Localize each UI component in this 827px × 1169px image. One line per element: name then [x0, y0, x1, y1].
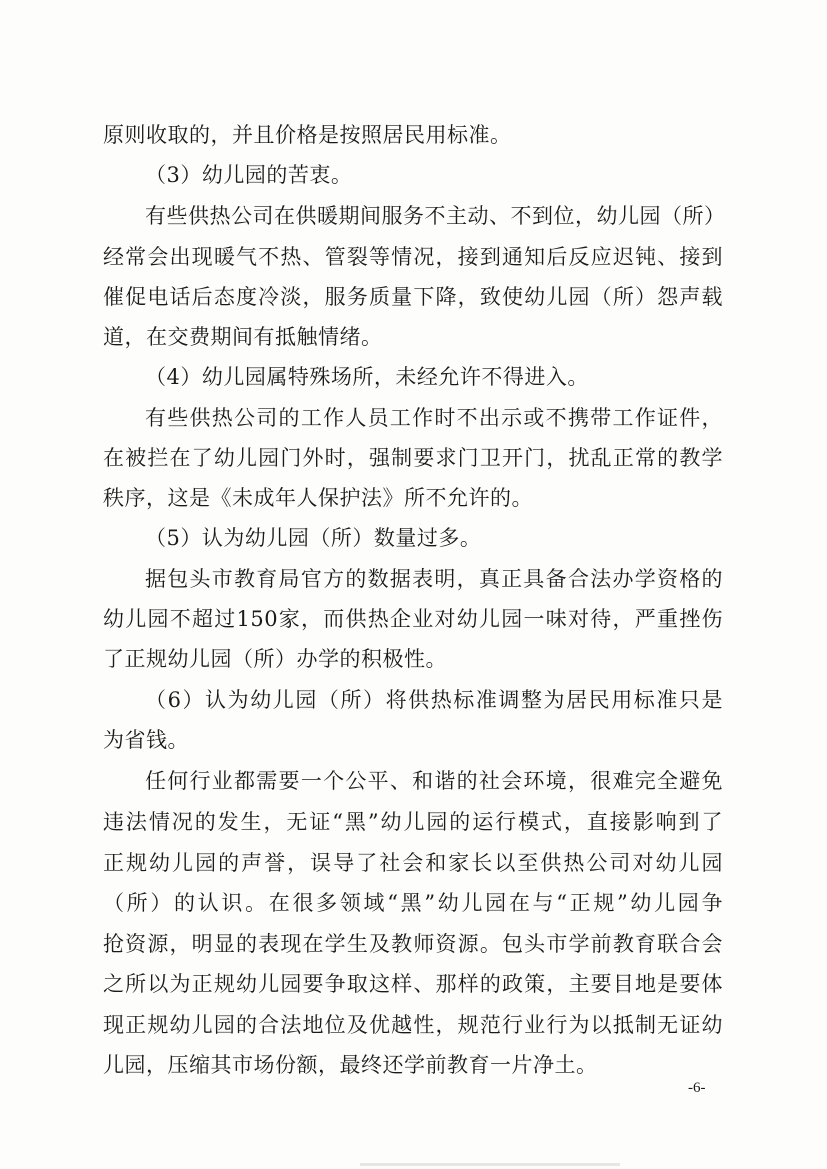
scan-edge-mark	[360, 1163, 620, 1166]
text-line: 儿园，压缩其市场份额，最终还学前教育一片净土。	[103, 1053, 598, 1077]
text-line: 催促电话后态度冷淡，服务质量下降，致使幼儿园（所）怨声载	[103, 285, 723, 309]
text-line: 据包头市教育局官方的数据表明，真正具备合法办学资格的	[145, 567, 723, 591]
text-line: 有些供热公司的工作人员工作时不出示或不携带工作证件，	[145, 406, 723, 430]
text-line: 秩序，这是《未成年人保护法》所不允许的。	[103, 486, 533, 510]
text-line: 违法情况的发生，无证“黑”幼儿园的运行模式，直接影响到了	[103, 810, 723, 834]
text-line: 正规幼儿园的声誉，误导了社会和家长以至供热公司对幼儿园	[103, 851, 723, 875]
text-line: 抢资源，明显的表现在学生及教师资源。包头市学前教育联合会	[103, 932, 723, 956]
text-line: 道，在交费期间有抵触情绪。	[103, 325, 383, 349]
page-number: -6-	[688, 1080, 706, 1096]
text-line: 在被拦在了幼儿园门外时，强制要求门卫开门，扰乱正常的教学	[103, 446, 723, 470]
text-line: 为省钱。	[103, 728, 189, 752]
text-line: 经常会出现暖气不热、管裂等情况，接到通知后反应迟钝、接到	[103, 245, 723, 269]
text-line: （所）的认识。在很多领域“黑”幼儿园在与“正规”幼儿园争	[103, 891, 723, 915]
text-line: 了正规幼儿园（所）办学的积极性。	[103, 647, 447, 671]
text-line: 现正规幼儿园的合法地位及优越性，规范行业行为以抵制无证幼	[103, 1013, 723, 1037]
section-heading-5: （5）认为幼儿园（所）数量过多。	[145, 526, 482, 550]
text-line: 幼儿园不超过150家，而供热企业对幼儿园一味对待，严重挫伤	[103, 607, 723, 631]
section-heading-6: （6）认为幼儿园（所）将供热标准调整为居民用标准只是	[145, 688, 723, 712]
section-heading-3: （3）幼儿园的苦衷。	[145, 163, 353, 187]
text-line: 任何行业都需要一个公平、和谐的社会环境，很难完全避免	[145, 769, 723, 793]
section-heading-4: （4）幼儿园属特殊场所，未经允许不得进入。	[145, 365, 589, 389]
text-line: 有些供热公司在供暖期间服务不主动、不到位，幼儿园（所）	[145, 204, 726, 228]
text-line: 原则收取的，并且价格是按照居民用标准。	[103, 123, 512, 147]
text-line: 之所以为正规幼儿园要争取这样、那样的政策，主要目地是要体	[103, 972, 723, 996]
